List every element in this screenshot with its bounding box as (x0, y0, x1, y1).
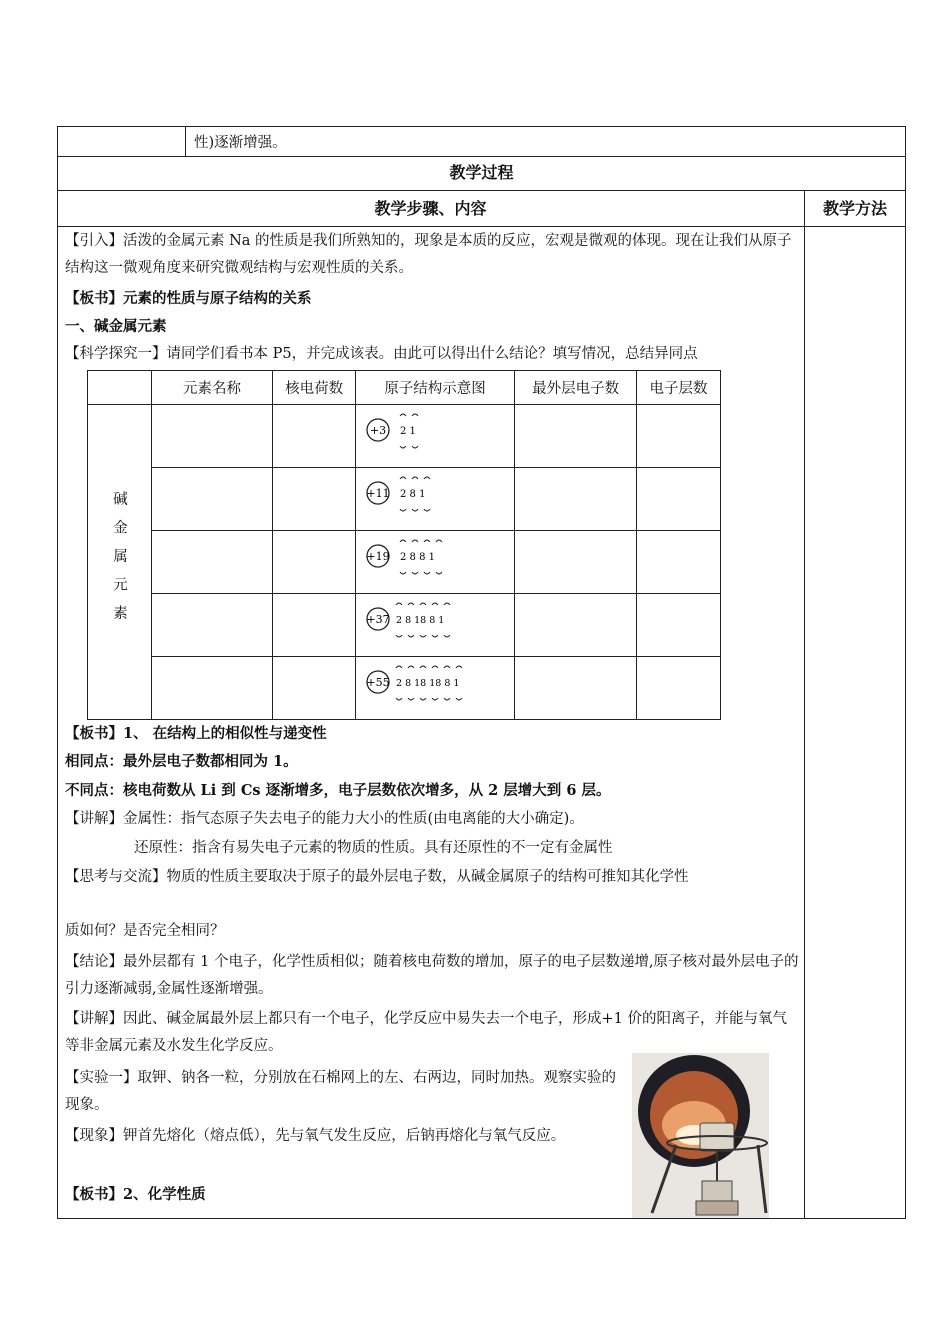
board-title: 【板书】元素的性质与原子结构的关系 (65, 290, 312, 307)
table-header-outer-electrons: 最外层电子数 (515, 371, 637, 405)
alkali-metal-table (87, 370, 721, 720)
board-structure: 【板书】1、 在结构上的相似性与递变性 (65, 725, 327, 742)
table-header-blank (88, 371, 152, 405)
table-row (88, 657, 721, 720)
table-cell (515, 594, 637, 657)
atom-diagram-cell (356, 468, 515, 531)
table-cell (152, 657, 273, 720)
explain-metallic: 【讲解】金属性：指气态原子失去电子的能力大小的性质(由电离能的大小确定)。 (65, 811, 584, 827)
think-discuss-cont: 质如何？是否完全相同？ (65, 923, 225, 939)
intro-paragraph: 【引入】活泼的金属元素 Na 的性质是我们所熟知的，现象是本质的反应，宏观是微观的体现。现在让我们从原子结构这一微观角度来研究微观结构与宏观性质的关系。 (65, 233, 792, 276)
board-chemical: 【板书】2、化学性质 (65, 1186, 206, 1203)
experiment-photo (632, 1053, 769, 1218)
steps-header: 教学步骤、内容 (374, 199, 487, 218)
table-header-diagram: 原子结构示意图 (356, 371, 515, 405)
method-column-divider (804, 190, 805, 1219)
table-cell (515, 405, 637, 468)
table-cell (515, 657, 637, 720)
table-cell (637, 657, 721, 720)
section-heading: 一、碱金属元素 (65, 318, 167, 335)
table-row (88, 531, 721, 594)
similarity-text: 相同点：最外层电子数都相同为 1。 (65, 753, 298, 770)
table-cell (637, 405, 721, 468)
table-header-row (88, 371, 721, 405)
explain-reducing: 还原性：指含有易失电子元素的物质的性质。具有还原性的不一定有金属性 (134, 840, 613, 856)
shell-label: 2 8 1 (400, 489, 426, 500)
conclusion-paragraph: 【结论】最外层都有 1 个电子，化学性质相似；随着核电荷数的增加，原子的电子层数递增,原子核对最外层电子的引力逐渐减弱,金属性逐渐增强。 (65, 954, 799, 997)
table-cell (152, 468, 273, 531)
explore-paragraph: 【科学探究一】请同学们看书本 P5，并完成该表。由此可以得出什么结论？填写情况，总结异同点 (65, 346, 698, 362)
atom-diagram-cs (356, 658, 514, 718)
nucleus-label: +55 (366, 676, 390, 689)
table-cell (273, 405, 356, 468)
section-title: 教学过程 (449, 163, 514, 182)
table-cell (637, 531, 721, 594)
atom-diagram-cell (356, 405, 515, 468)
difference-text: 不同点：核电荷数从 Li 到 Cs 逐渐增多，电子层数依次增多，从 2 层增大到 6 层。 (65, 782, 611, 799)
atom-diagram-cell (356, 594, 515, 657)
nucleus-label: +37 (366, 613, 390, 626)
table-cell (637, 594, 721, 657)
atom-diagram-cell (356, 531, 515, 594)
table-cell (515, 468, 637, 531)
table-cell (152, 531, 273, 594)
table-cell (152, 594, 273, 657)
table-row (88, 405, 721, 468)
table-row (88, 594, 721, 657)
experiment-paragraph: 【实验一】取钾、钠各一粒，分别放在石棉网上的左、右两边，同时加热。观察实验的现象。 (65, 1070, 616, 1113)
table-header-charge: 核电荷数 (273, 371, 356, 405)
group-label: 碱金属元素 (88, 405, 152, 720)
nucleus-label: +11 (366, 487, 390, 500)
atom-diagram-rb (356, 595, 514, 655)
table-cell (273, 657, 356, 720)
table-header-shells: 电子层数 (637, 371, 721, 405)
nucleus-label: +3 (369, 424, 387, 437)
shell-label: 2 8 8 1 (400, 552, 436, 563)
table-cell (273, 531, 356, 594)
table-row (88, 468, 721, 531)
table-cell (152, 405, 273, 468)
top-row-text: 性)逐渐增强。 (194, 135, 287, 151)
table-header-name: 元素名称 (152, 371, 273, 405)
table-cell (637, 468, 721, 531)
atom-diagram-li (356, 406, 514, 466)
explain-ion-paragraph: 【讲解】因此、碱金属最外层上都只有一个电子，化学反应中易失去一个电子，形成+1 价的阳离子，并能与氧气等非金属元素及水发生化学反应。 (65, 1011, 787, 1054)
atom-diagram-na (356, 469, 514, 529)
nucleus-label: +19 (366, 550, 390, 563)
atom-diagram-k (356, 532, 514, 592)
shell-label: 2 1 (400, 426, 416, 437)
atom-diagram-cell (356, 657, 515, 720)
shell-label: 2 8 18 18 8 1 (396, 678, 460, 689)
think-discuss: 【思考与交流】物质的性质主要取决于原子的最外层电子数，从碱金属原子的结构可推知其化学性 (65, 869, 689, 885)
phenomenon-paragraph: 【现象】钾首先熔化（熔点低），先与氧气发生反应，后钠再熔化与氧气反应。 (65, 1128, 566, 1144)
method-header: 教学方法 (822, 199, 887, 218)
table-cell (273, 594, 356, 657)
table-cell (515, 531, 637, 594)
shell-label: 2 8 18 8 1 (396, 615, 445, 626)
table-cell (273, 468, 356, 531)
